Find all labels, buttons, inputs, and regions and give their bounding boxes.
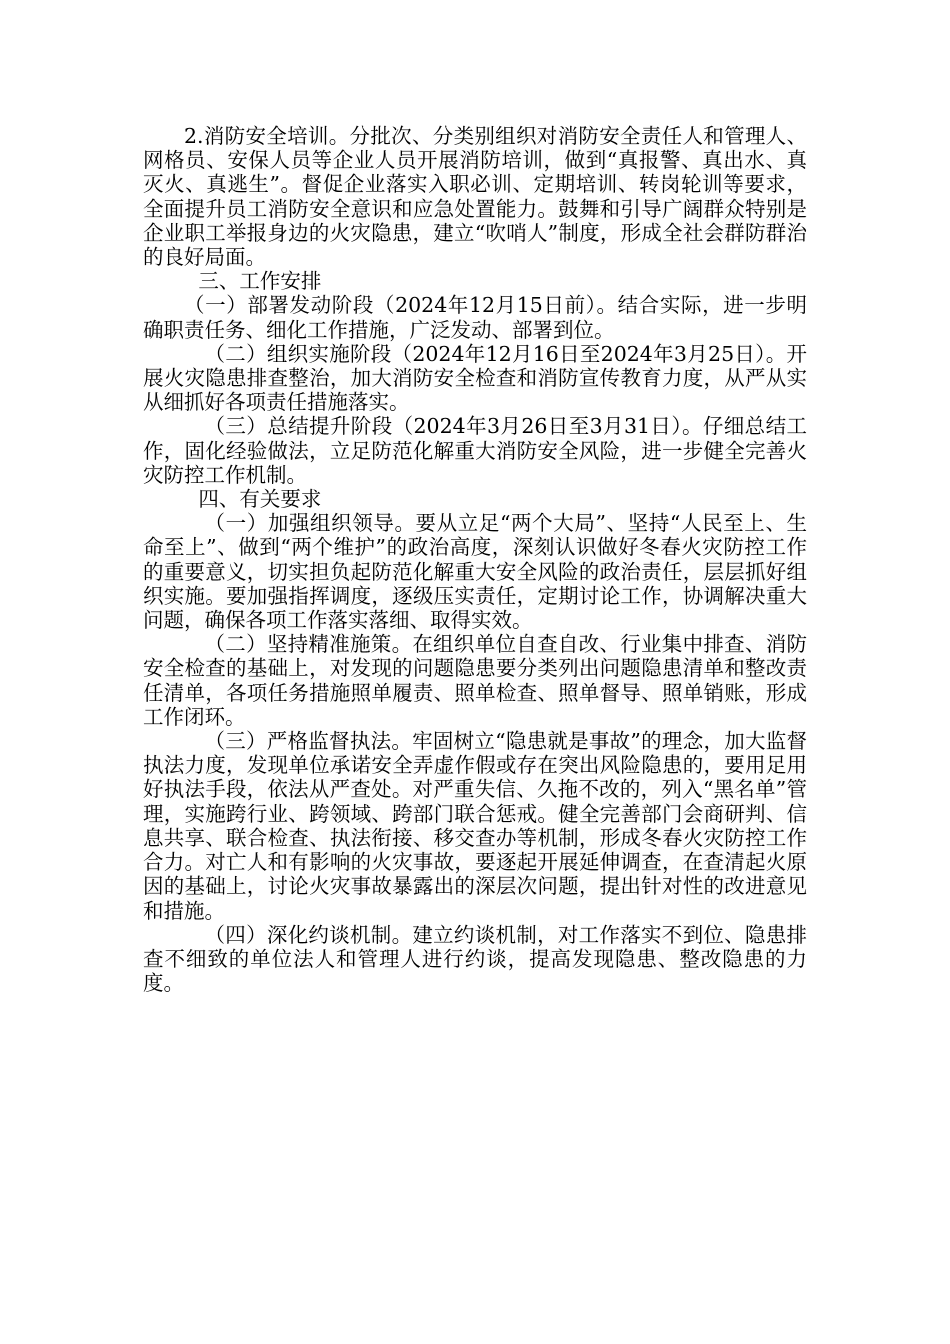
paragraph-precise-policy: （二）坚持精准施策。在组织单位自查自改、行业集中排查、消防安全检查的基础上，对发现的问题隐患要分类列出问题隐患清单和整改责任清单，各项任务措施照单履责、照单检查、照单督导、照单销账，形成工作闭环。 (143, 632, 807, 729)
paragraph-strict-enforcement: （三）严格监督执法。牢固树立“隐患就是事故”的理念，加大监督执法力度，发现单位承诺安全弄虚作假或存在突出风险隐患的，要用足用好执法手段，依法从严查处。对严重失信、久拖不改的，列入“黑名单”管理，实施跨行业、跨领域、跨部门联合惩戒。健全完善部门会商研判、信息共享、联合检查、执法衔接、移交查办等机制，形成冬春火灾防控工作合力。对亡人和有影响的火灾事故，要逐起开展延伸调查，在查清起火原因的基础上，讨论火灾事故暴露出的深层次问题，提出针对性的改进意见和措施。 (143, 729, 807, 923)
paragraph-fire-safety-training: 2.消防安全培训。分批次、分类别组织对消防安全责任人和管理人、网格员、安保人员等企业人员开展消防培训，做到“真报警、真出水、真灭火、真逃生”。督促企业落实入职必训、定期培训、转岗轮训等要求，全面提升员工消防安全意识和应急处置能力。鼓舞和引导广阔群众特别是企业职工举报身边的火灾隐患，建立“吹哨人”制度，形成全社会群防群治的良好局面。 (143, 124, 807, 270)
paragraph-strengthen-leadership: （一）加强组织领导。要从立足“两个大局”、坚持“人民至上、生命至上”、做到“两个维护”的政治高度，深刻认识做好冬春火灾防控工作的重要意义，切实担负起防范化解重大安全风险的政治责任，层层抓好组织实施。要加强指挥调度，逐级压实责任，定期讨论工作，协调解决重大问题，确保各项工作落实落细、取得实效。 (143, 511, 807, 633)
paragraph-summary-phase: （三）总结提升阶段（2024年3月26日至3月31日）。仔细总结工作，固化经验做法，立足防范化解重大消防安全风险，进一步健全完善火灾防控工作机制。 (143, 414, 807, 487)
section-heading-requirements: 四、有关要求 (198, 487, 322, 512)
paragraph-deployment-phase: （一）部署发动阶段（2024年12月15日前）。结合实际，进一步明确职责任务、细化工作措施，广泛发动、部署到位。 (143, 293, 807, 342)
paragraph-implementation-phase: （二）组织实施阶段（2024年12月16日至2024年3月25日）。开展火灾隐患排查整治，加大消防安全检查和消防宣传教育力度，从严从实从细抓好各项责任措施落实。 (143, 341, 807, 415)
document-body (143, 124, 807, 995)
section-heading-work-arrangement: 三、工作安排 (198, 269, 322, 294)
paragraph-interview-mechanism: （四）深化约谈机制。建立约谈机制，对工作落实不到位、隐患排查不细致的单位法人和管理人进行约谈，提高发现隐患、整改隐患的力度。 (143, 922, 807, 996)
